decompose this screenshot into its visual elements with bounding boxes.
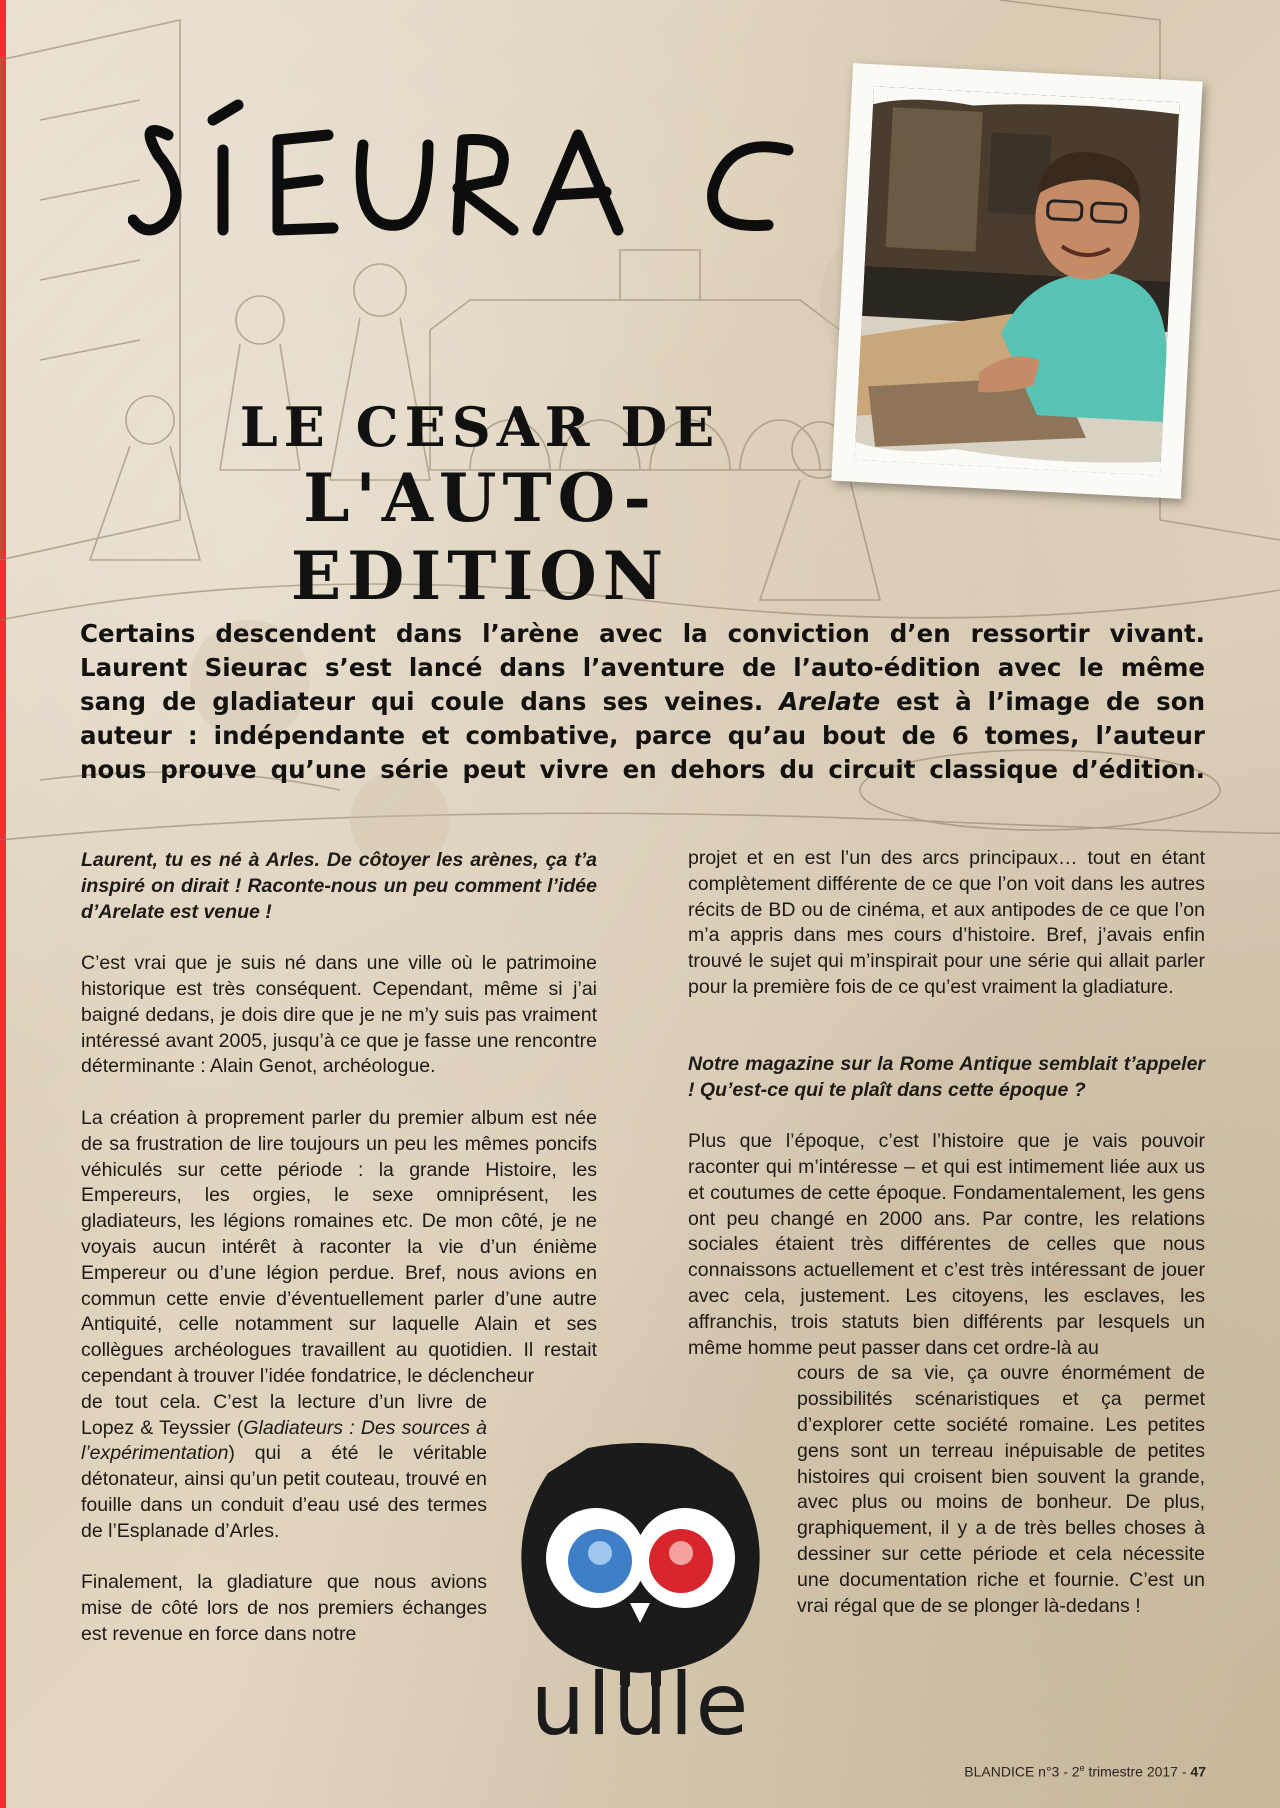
author-photo: [854, 86, 1179, 476]
answer-2-paragraph-1-cont: cours de sa vie, ça ouvre énormément de possibilités scénaristiques et ça permet d’explorer cette société romaine. Les petites gens sont un terreau inépuisable de petites histoires qui croisent bien souvent la grande, avec plus ou moins de bonheur. De plus, graphiquement, il y a de très belles choses à dessiner sur cette période et cela nécessite une documentation riche et fournie. C’est un vrai régal que de se plonger là-dedans !: [797, 1362, 1205, 1617]
answer-1-paragraph-4: projet et en est l’un des arcs principaux… tout en étant complètement différente de ce que l’on voit dans les autres récits de BD ou de cinéma, et aux antipodes de ce que l’on m’a appris dans mes cours d’histoire. Bref, j’avais enfin trouvé le sujet qui m’inspirait pour une série qui allait parler pour la première fois de ce qu’est vraiment la gladiature.: [688, 847, 1205, 998]
footer-sup: e: [1079, 1763, 1085, 1773]
intro-line-3b: est à l’image de son: [880, 687, 1206, 716]
book-ref-lead: de tout cela. C’est la lecture d’un livre de Lopez & Teyssier (: [81, 1390, 487, 1439]
intro-line-3: [80, 685, 1205, 719]
answer-1-paragraph-3: Finalement, la gladiature que nous avions mise de côté lors de nos premiers échanges est revenue en force dans notre: [81, 1571, 487, 1645]
title-line-1: LE CESAR DE: [239, 395, 721, 459]
intro-line-4: auteur : indépendante et combative, parce qu’au bout de 6 tomes, l’auteur: [80, 721, 1205, 750]
page-number: 47: [1190, 1763, 1206, 1780]
footer-magazine: BLANDICE n°3 - 2: [964, 1763, 1080, 1780]
book-ref-tail: ) qui a été le véritable détonateur, ainsi qu’un petit couteau, trouvé en fouille dans un conduit d’eau usé des termes de l’Esplanade d’Arles.: [81, 1442, 487, 1542]
answer-2-paragraph-1: Plus que l’époque, c’est l’histoire que je vais pouvoir raconter qui m’intéresse – et qui est intimement liée aux us et coutumes de cette époque. Fondamentalement, les gens ont peu changé en 2000 ans. Par contre, les relations sociales étaient très différentes de celles que nous connaissons actuellement et c’est très intéressant de jouer avec cela, justement. Les citoyens, les esclaves, les affranchis, trois statuts bien différents par lesquels un même homme peut passer dans cet ordre-là au: [688, 1130, 1205, 1359]
intro-line-2: Laurent Sieurac s’est lancé dans l’aventure de l’auto-édition avec le même: [80, 653, 1205, 682]
intro-line-5: nous prouve qu’une série peut vivre en dehors du circuit classique d’édition.: [80, 755, 1205, 784]
intro-line-1: Certains descendent dans l’arène avec la conviction d’en ressortir vivant.: [80, 619, 1205, 648]
book-title: Gladiateurs : Des sources à l’expérimentation: [81, 1416, 488, 1465]
artist-signature: [128, 80, 828, 250]
ulule-wordmark: ulule: [530, 1655, 751, 1755]
footer-period: trimestre 2017 -: [1084, 1763, 1191, 1780]
interview-question-1: Laurent, tu es né à Arles. De côtoyer les arènes, ça t’a inspiré on dirait ! Raconte-nous un peu comment l’idée d’Arelate est venue !: [81, 849, 597, 923]
title-line-2: L'AUTO-EDITION: [290, 459, 670, 615]
interview-question-2: Notre magazine sur la Rome Antique semblait t’appeler ! Qu’est-ce qui te plaît dans cette époque ?: [688, 1052, 1205, 1101]
intro-series-title: Arelate: [779, 687, 881, 716]
answer-1-paragraph-2-cont: [81, 1390, 487, 1545]
author-photo-frame: [831, 63, 1202, 499]
article-title: [200, 395, 760, 615]
answer-1-paragraph-2: La création à proprement parler du premier album est née de sa frustration de lire toujours un peu les mêmes poncifs véhiculés sur cette période : la grande Histoire, les Empereurs, les orgies, le sexe omniprésent, les gladiateurs, les légions romaines etc. De mon côté, je ne voyais aucun intérêt à raconter la vie d’un énième Empereur ou d’une légion perdue. Bref, nous avions en commun cette envie d’éventuellement parler d’une autre Antiquité, celle notamment sur laquelle Alain et ses collègues archéologues travaillent au quotidien. Il restait cependant à trouver l’idée fondatrice, le déclencheur: [81, 1106, 597, 1387]
intro-line-3a: sang de gladiateur qui coule dans ses veines.: [80, 687, 764, 716]
answer-1-paragraph-1: C’est vrai que je suis né dans une ville où le patrimoine historique est très conséquent. Cependant, même si j’ai baigné dedans, je dois dire que je ne m’y suis pas vraiment intéressé avant 2005, jusqu’à ce que je fasse une rencontre déterminante : Alain Genot, archéologue.: [81, 952, 598, 1078]
article-intro: [80, 617, 1205, 787]
page-footer: [964, 1763, 1206, 1780]
